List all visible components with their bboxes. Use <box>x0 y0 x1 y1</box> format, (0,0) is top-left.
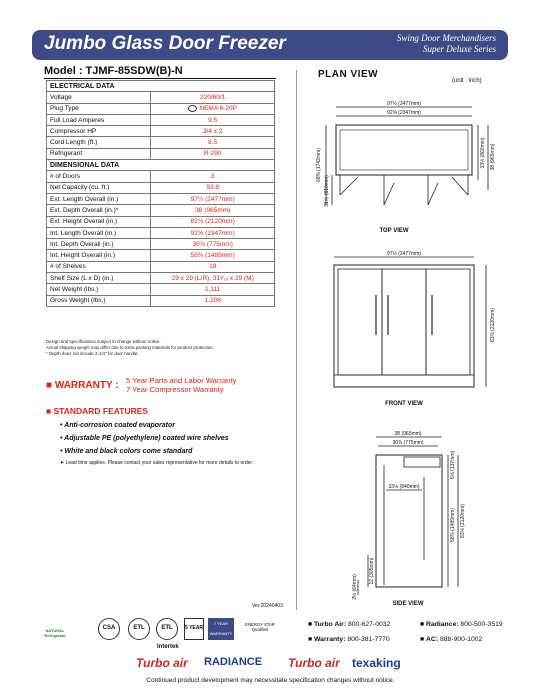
dim-front-width: 97½ (2477mm) <box>387 251 421 257</box>
column-divider <box>296 70 297 610</box>
series-subtitle <box>397 33 496 55</box>
spec-label: Ext. Length Overall (in.) <box>47 193 151 204</box>
side-view-label: SIDE VIEW <box>392 601 424 607</box>
warranty-line-2: 7 Year Compressor Warranty <box>126 385 224 394</box>
spec-label: Int. Length Overall (in.) <box>47 227 151 238</box>
unit-label: (unit : inch) <box>452 78 482 84</box>
fine-print <box>46 339 214 357</box>
spec-value: 3/4 x 2 <box>151 126 275 137</box>
spec-table <box>46 80 275 307</box>
brand-logo-turbo-air: Turbo air <box>136 656 188 670</box>
section-title: ELECTRICAL DATA <box>47 81 275 92</box>
spec-label: Full Load Amperes <box>47 114 151 125</box>
contact-ac: ■ AC: 888-900-1002 <box>420 636 483 643</box>
spec-label: Compressor HP <box>47 126 151 137</box>
spec-value: 30⅞ (775mm) <box>151 239 275 250</box>
dim-side-depth-2: 30⅞ (775mm) <box>392 440 424 446</box>
feature-item: • Anti-corrosion coated evaporator <box>60 422 175 429</box>
spec-value: 38 (965mm) <box>151 205 275 216</box>
dim-depth-right-1: 33⅛ (860mm) <box>480 137 486 169</box>
contact-radiance: ■ Radiance: 800-500-3519 <box>420 621 503 628</box>
spec-row <box>47 137 275 148</box>
spec-row <box>47 114 275 125</box>
subtitle-line-2: Super Deluxe Series <box>423 44 496 54</box>
cert-text: 5 YEAR <box>185 625 203 631</box>
feature-text: White and black colors come standard <box>64 448 193 455</box>
top-view-label: TOP VIEW <box>379 228 409 234</box>
spec-row <box>47 239 275 250</box>
warranty-values <box>126 376 236 394</box>
fine-print-line: * Depth does not include 2-1/4" for door handle. <box>46 351 139 356</box>
spec-value: 93.8 <box>151 182 275 193</box>
top-view-drawing <box>326 107 488 205</box>
cert-text: ETL Intertek <box>157 625 179 650</box>
spec-row <box>47 216 275 227</box>
spec-value: 1,111 <box>151 284 275 295</box>
dim-front-height: 83⅛ (2120mm) <box>490 308 496 342</box>
spec-label: # of Shelves <box>47 261 151 272</box>
contact-turbo-air: ■ Turbo Air: 800-627-0032 <box>308 621 391 628</box>
spec-label: Ext. Height Overall (in.) <box>47 216 151 227</box>
page-title: Jumbo Glass Door Freezer <box>44 33 286 54</box>
spec-label: Voltage <box>47 92 151 103</box>
dim-side-depth-1: 38 (965mm) <box>394 431 422 437</box>
spec-value: 29 x 29 (L/R), 31¹⁄₁₆ x 29 (M) <box>151 273 275 284</box>
feature-item: • Adjustable PE (polyethylene) coated wire shelves <box>60 435 229 442</box>
five-year-badge <box>184 618 204 640</box>
spec-row <box>47 193 275 204</box>
spec-row <box>47 92 275 103</box>
csa-logo <box>98 618 120 640</box>
spec-value: 97½ (2477mm) <box>151 193 275 204</box>
contact-phone[interactable]: 800-500-3519 <box>460 621 503 628</box>
standard-features-heading: ■ STANDARD FEATURES <box>46 406 149 416</box>
cert-text: ETL <box>133 625 145 631</box>
dim-side-h2: 58⅜ (1489mm) <box>450 508 456 542</box>
cert-text: 7 YEAR WARRANTY <box>209 621 233 636</box>
header-banner <box>32 30 508 60</box>
section-title: DIMENSIONAL DATA <box>47 160 275 171</box>
cert-text: ENERGY STAR Qualified <box>245 622 275 632</box>
spec-row <box>47 295 275 306</box>
spec-value: 92⅝ (2347mm) <box>151 227 275 238</box>
contact-phone[interactable]: 800-381-7770 <box>347 636 390 643</box>
contact-warranty: ■ Warranty: 800-381-7770 <box>308 636 390 643</box>
feature-text: Anti-corrosion coated evaporator <box>64 422 175 429</box>
spec-value: R-290 <box>151 148 275 159</box>
certification-logos <box>40 614 290 648</box>
cert-text: NATURAL Refrigerant <box>44 628 66 638</box>
spec-label: # of Doors <box>47 171 151 182</box>
etl-logo <box>128 618 150 640</box>
feature-text: Adjustable PE (polyethylene) coated wire shelves <box>64 435 229 442</box>
standard-features-heading-text: STANDARD FEATURES <box>53 406 149 416</box>
plan-view-title: PLAN VIEW <box>318 69 379 80</box>
natural-refrigerant-logo <box>40 628 70 638</box>
spec-value: 82⅛ (2120mm) <box>151 216 275 227</box>
contact-phone[interactable]: 888-900-1002 <box>439 636 483 643</box>
spec-value: 3 <box>151 171 275 182</box>
brand-logo-radiance: RADIANCE <box>204 656 263 668</box>
spec-row <box>47 171 275 182</box>
dim-side-h5: 2½ (64mm) <box>352 574 358 600</box>
dim-depth-right-2: 38 (965mm) <box>490 143 496 171</box>
spec-label: Gross Weight (lbs.) <box>47 295 151 306</box>
spec-label: Plug Type <box>47 103 151 114</box>
spec-label: Ext. Depth Overall (in.)* <box>47 205 151 216</box>
fine-print-line: Actual shipping weight may differ due to extra packing materials for product protection. <box>46 345 214 350</box>
spec-section-header <box>47 81 275 92</box>
spec-label: Net Capacity (cu. ft.) <box>47 182 151 193</box>
dim-top-inner: 92⅝ (2347mm) <box>387 110 421 116</box>
dim-side-h3: 83⅛ (2120mm) <box>460 504 466 538</box>
warranty-label: ■ WARRANTY : <box>46 380 119 391</box>
spec-value: 8.5 <box>151 137 275 148</box>
front-view-drawing <box>334 257 486 387</box>
spec-row <box>47 205 275 216</box>
cert-text: CSA <box>102 625 116 631</box>
lead-time-text: Lead time applies. Please contact your sales representative for more details to order. <box>65 460 254 466</box>
energy-star-logo <box>238 622 282 632</box>
contact-label: Turbo Air: <box>314 621 347 628</box>
dim-side-inner: 33⅛ (840mm) <box>388 484 420 490</box>
spec-row <box>47 227 275 238</box>
subtitle-line-1: Swing Door Merchandisers <box>396 33 496 43</box>
spec-label: Int. Height Overall (in.) <box>47 250 151 261</box>
plug-icon <box>188 105 197 112</box>
spec-row <box>47 103 275 114</box>
warranty-label-text: WARRANTY : <box>54 380 119 391</box>
spec-section-header <box>47 160 275 171</box>
contact-label: AC: <box>426 636 439 643</box>
lead-time-note: ➤ Lead time applies. Please contact your sales representative for more details to order. <box>60 460 254 466</box>
spec-row <box>47 182 275 193</box>
spec-label: Int. Depth Overall (in.) <box>47 239 151 250</box>
dim-side-h4: 12 (305mm) <box>369 557 375 585</box>
spec-value: 58⅜ (1489mm) <box>151 250 275 261</box>
spec-label: Refrigerant <box>47 148 151 159</box>
brand-logo-texaking: texaking <box>352 656 401 670</box>
spec-row <box>47 261 275 272</box>
contact-phone[interactable]: 800-627-0032 <box>347 621 391 628</box>
spec-row <box>47 273 275 284</box>
spec-label: Cord Length (ft.) <box>47 137 151 148</box>
spec-row <box>47 250 275 261</box>
version-label: Ver.20240403 <box>252 603 283 609</box>
technical-drawings <box>298 85 541 610</box>
spec-value: 9.5 <box>151 114 275 125</box>
spec-row <box>47 148 275 159</box>
warranty-line-1: 5 Year Parts and Labor Warranty <box>126 376 237 385</box>
footer-disclaimer: Continued product development may necessitate specification changes without notice. <box>146 677 395 684</box>
spec-row <box>47 284 275 295</box>
spec-label: Shelf Size (L x D) (in.) <box>47 273 151 284</box>
feature-item: • White and black colors come standard <box>60 448 193 455</box>
spec-value <box>151 103 275 114</box>
spec-row <box>47 126 275 137</box>
spec-label: Net Weight (lbs.) <box>47 284 151 295</box>
front-view-label: FRONT VIEW <box>385 401 423 407</box>
model-label: Model : TJMF-85SDW(B)-N <box>44 65 276 79</box>
contact-label: Radiance: <box>426 621 459 628</box>
spec-value: 18 <box>151 261 275 272</box>
etl-sanitation-logo <box>156 618 179 650</box>
dim-side-h1: 5⅛ (137mm) <box>450 450 456 480</box>
spec-value: 1,208 <box>151 295 275 306</box>
brand-logo-turbo-air-2: Turbo air <box>288 656 340 670</box>
spec-value: 220/60/1 <box>151 92 275 103</box>
dim-door-swing: 31⁷⁄₈ (810mm) <box>324 175 330 207</box>
dim-depth-left: 68⅜ (1742mm) <box>316 148 322 182</box>
fine-print-line: Design and specifications subject to change without notice. <box>46 339 161 344</box>
seven-year-badge <box>208 618 234 640</box>
spec-value-text: NEMA 6-20P <box>199 105 237 113</box>
dim-top-outer: 97½ (2477mm) <box>387 101 421 107</box>
contact-label: Warranty: <box>314 636 346 643</box>
